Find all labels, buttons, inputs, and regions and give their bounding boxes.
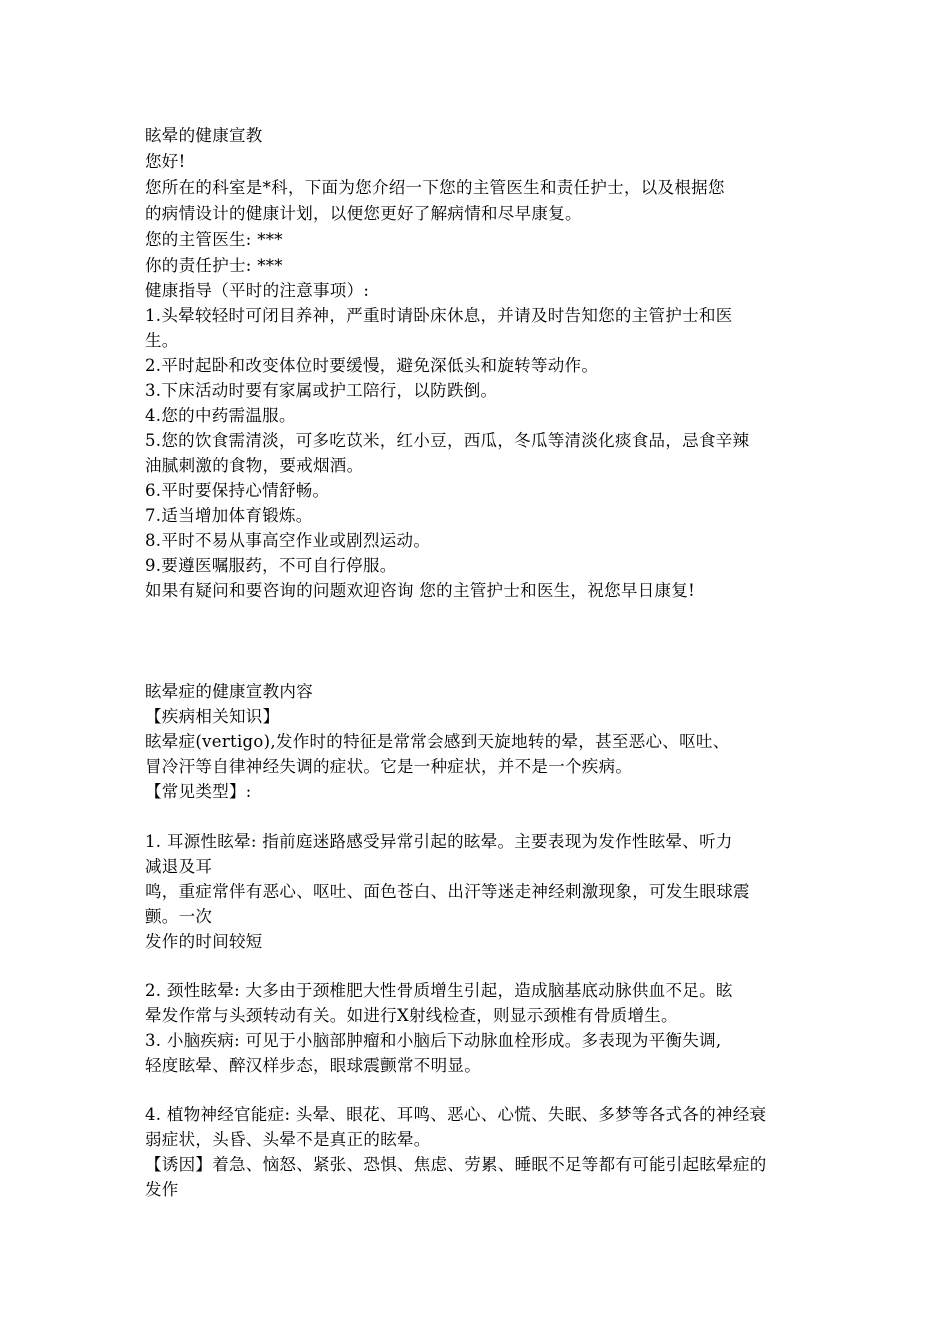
type1-line3: 鸣，重症常伴有恶心、呕吐、面色苍白、出汗等迷走神经刺激现象，可发生眼球震: [145, 882, 750, 901]
type1-line4: 颤。一次: [145, 907, 213, 926]
knowledge-heading: 【疾病相关知识】: [145, 707, 280, 726]
type1-line2: 减退及耳: [145, 857, 213, 876]
cause-line2: 发作: [145, 1180, 179, 1199]
greeting: 您好!: [145, 152, 186, 171]
type4-line2: 弱症状，头昏、头晕不是真正的眩晕。: [145, 1130, 431, 1149]
guide-item-9: 9.要遵医嘱服药，不可自行停服。: [145, 556, 397, 575]
guide-item-3: 3.下床活动时要有家属或护工陪行，以防跌倒。: [145, 381, 498, 400]
guide-item-1-line2: 生。: [145, 331, 179, 350]
guide-item-5-line1: 5.您的饮食需清淡，可多吃苡米，红小豆，西瓜，冬瓜等清淡化痰食品，忌食辛辣: [145, 431, 750, 450]
type2-line1: 2. 颈性眩晕: 大多由于颈椎肥大性骨质增生引起，造成脑基底动脉供血不足。眩: [145, 981, 733, 1000]
knowledge-line1: 眩晕症(vertigo),发作时的特征是常常会感到天旋地转的晕，甚至恶心、呕吐、: [145, 732, 730, 751]
type3-line2: 轻度眩晕、醉汉样步态，眼球震颤常不明显。: [145, 1056, 481, 1075]
type1-line1: 1. 耳源性眩晕: 指前庭迷路感受异常引起的眩晕。主要表现为发作性眩晕、听力: [145, 832, 733, 851]
type1-line5: 发作的时间较短: [145, 932, 263, 951]
doctor-line: 您的主管医生: ***: [145, 230, 283, 249]
guide-item-1-line1: 1.头晕较轻时可闭目养神，严重时请卧床休息，并请及时告知您的主管护士和医: [145, 306, 733, 325]
guide-heading: 健康指导（平时的注意事项）:: [145, 281, 370, 300]
cause-line1: 【诱因】着急、恼怒、紧张、恐惧、焦虑、劳累、睡眠不足等都有可能引起眩晕症的: [145, 1155, 767, 1174]
guide-item-4: 4.您的中药需温服。: [145, 406, 296, 425]
guide-item-2: 2.平时起卧和改变体位时要缓慢，避免深低头和旋转等动作。: [145, 356, 599, 375]
section2-title: 眩晕症的健康宣教内容: [145, 682, 313, 701]
guide-item-6: 6.平时要保持心情舒畅。: [145, 481, 330, 500]
intro-line1: 您所在的科室是*科，下面为您介绍一下您的主管医生和责任护士，以及根据您: [145, 178, 725, 197]
guide-item-7: 7.适当增加体育锻炼。: [145, 506, 313, 525]
closing-line: 如果有疑问和要咨询的问题欢迎咨询 您的主管护士和医生，祝您早日康复!: [145, 581, 696, 600]
type4-line1: 4. 植物神经官能症: 头晕、眼花、耳鸣、恶心、心慌、失眠、多梦等各式各的神经衰: [145, 1105, 767, 1124]
section1-title: 眩晕的健康宣教: [145, 126, 263, 145]
guide-item-8: 8.平时不易从事高空作业或剧烈运动。: [145, 531, 431, 550]
type3-line1: 3. 小脑疾病: 可见于小脑部肿瘤和小脑后下动脉血栓形成。多表现为平衡失调,: [145, 1031, 722, 1050]
nurse-line: 你的责任护士: ***: [145, 256, 283, 275]
type2-line2: 晕发作常与头颈转动有关。如进行X射线检查，则显示颈椎有骨质增生。: [145, 1006, 678, 1025]
guide-item-5-line2: 油腻刺激的食物，要戒烟酒。: [145, 456, 364, 475]
types-heading: 【常见类型】:: [145, 782, 252, 801]
knowledge-line2: 冒冷汗等自律神经失调的症状。它是一种症状，并不是一个疾病。: [145, 757, 633, 776]
intro-line2: 的病情设计的健康计划，以便您更好了解病情和尽早康复。: [145, 204, 582, 223]
